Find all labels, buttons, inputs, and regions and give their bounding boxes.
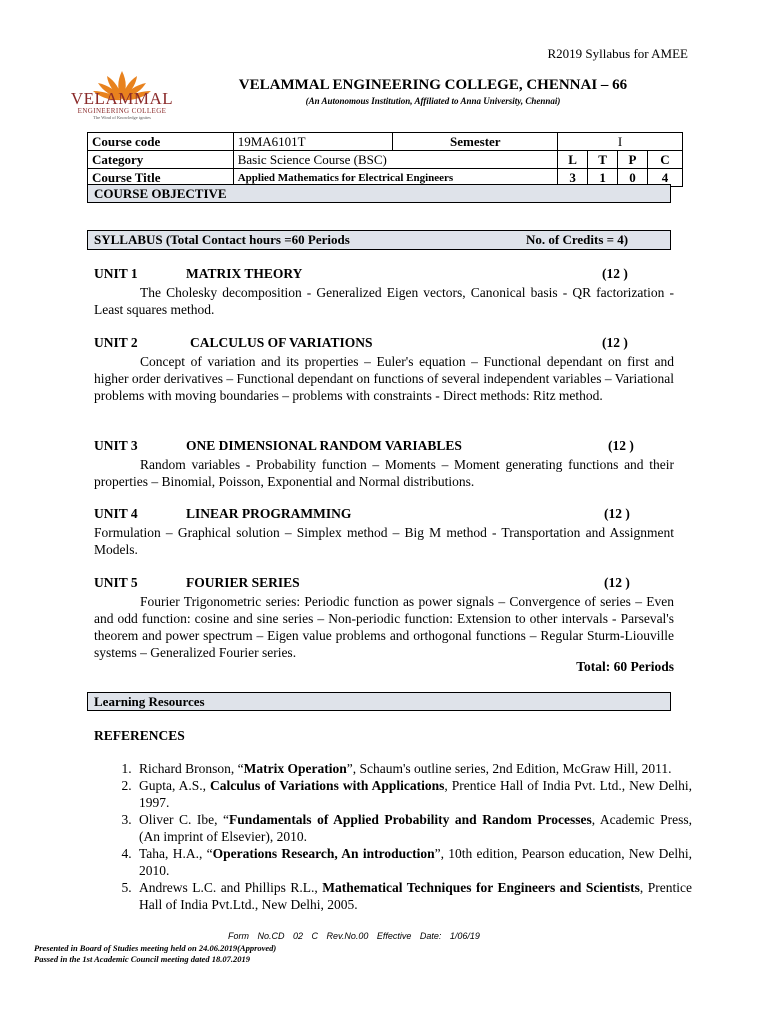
college-subtitle: (An Autonomous Institution, Affiliated to Anna University, Chennai) bbox=[305, 96, 561, 106]
category-value: Basic Science Course (BSC) bbox=[233, 151, 557, 169]
course-code-value: 19MA6101T bbox=[233, 133, 393, 151]
unit-number: UNIT 5 bbox=[94, 575, 138, 590]
course-code-label: Course code bbox=[88, 133, 234, 151]
ltpc-value-l: 3 bbox=[558, 169, 588, 187]
syllabus-tag: R2019 Syllabus for AMEE bbox=[547, 46, 688, 61]
unit-title: ONE DIMENSIONAL RANDOM VARIABLES bbox=[186, 438, 462, 453]
unit-title: FOURIER SERIES bbox=[186, 575, 300, 590]
semester-label: Semester bbox=[393, 133, 558, 151]
category-label: Category bbox=[88, 151, 234, 169]
references-heading: REFERENCES bbox=[94, 728, 185, 743]
unit-number: UNIT 3 bbox=[94, 438, 138, 453]
logo-subtitle: ENGINEERING COLLEGE bbox=[77, 107, 167, 115]
unit-content: Fourier Trigonometric series: Periodic function as power signals – Convergence of series – Even and odd function: cosine and sine series – Non-periodic function: Extension to other intervals - Parseval's theorem and power spectrum – Eigen value problems and orthogonal functions – Regular Sturm-Liouville systems – Generalized Fourier series. bbox=[94, 594, 674, 660]
unit-1 bbox=[94, 266, 674, 318]
unit-content: Concept of variation and its properties – Euler's equation – Functional dependant on first and higher order derivatives – Functional dependant on functions of several independent variables – Variational problems with moving boundaries – problems with constraints - Direct methods: Ritz method. bbox=[94, 354, 674, 403]
unit-number: UNIT 1 bbox=[94, 266, 138, 281]
ltpc-label-p: P bbox=[618, 151, 648, 169]
ltpc-label-l: L bbox=[558, 151, 588, 169]
unit-3 bbox=[94, 438, 674, 490]
course-title-value: Applied Mathematics for Electrical Engineers bbox=[233, 169, 557, 187]
ltpc-label-c: C bbox=[648, 151, 683, 169]
college-name: VELAMMAL ENGINEERING COLLEGE, CHENNAI – 66 bbox=[238, 77, 628, 93]
ltpc-value-p: 0 bbox=[618, 169, 648, 187]
unit-content: Formulation – Graphical solution – Simplex method – Big M method - Transportation and Assignment Models. bbox=[94, 525, 674, 557]
references-list bbox=[117, 760, 692, 913]
reference-item: 1. Richard Bronson, “Matrix Operation”, Schaum's outline series, 2nd Edition, McGraw Hill, 2011. bbox=[135, 760, 692, 777]
syllabus-credits: No. of Credits = 4) bbox=[526, 232, 629, 247]
unit-hours: (12 ) bbox=[604, 506, 630, 521]
unit-5 bbox=[94, 575, 674, 661]
reference-item: 4. Taha, H.A., “Operations Research, An introduction”, 10th edition, Pearson education, New Delhi, 2010. bbox=[135, 845, 692, 879]
form-number: Form No.CD 02 C Rev.No.00 Effective Date: 1/06/19 bbox=[228, 931, 480, 941]
logo-name: VELAMMAL bbox=[70, 89, 174, 108]
reference-item: 3. Oliver C. Ibe, “Fundamentals of Applied Probability and Random Processes, Academic Press, (An imprint of Elsevier), 2010. bbox=[135, 811, 692, 845]
unit-title: CALCULUS OF VARIATIONS bbox=[190, 335, 373, 350]
unit-number: UNIT 4 bbox=[94, 506, 138, 521]
unit-hours: (12 ) bbox=[602, 266, 628, 281]
unit-content: The Cholesky decomposition - Generalized Eigen vectors, Canonical basis - QR factorization - Least squares method. bbox=[94, 285, 674, 317]
ltpc-value-c: 4 bbox=[648, 169, 683, 187]
academic-council-note: Passed in the 1st Academic Council meeting dated 18.07.2019 bbox=[34, 954, 250, 964]
learning-resources-bar: Learning Resources bbox=[87, 692, 671, 711]
unit-2 bbox=[94, 335, 674, 404]
total-periods: Total: 60 Periods bbox=[576, 659, 674, 674]
unit-content: Random variables - Probability function – Moments – Moment generating functions and their properties – Binomial, Poisson, Exponential and Normal distributions. bbox=[94, 457, 674, 489]
unit-number: UNIT 2 bbox=[94, 335, 138, 350]
reference-item: 2. Gupta, A.S., Calculus of Variations with Applications, Prentice Hall of India Pvt. Ltd., New Delhi, 1997. bbox=[135, 777, 692, 811]
logo-tagline: The Wind of Knowledge ignites bbox=[93, 115, 151, 120]
unit-hours: (12 ) bbox=[604, 575, 630, 590]
unit-4 bbox=[94, 506, 674, 558]
board-of-studies-note: Presented in Board of Studies meeting held on 24.06.2019(Approved) bbox=[34, 943, 277, 953]
reference-item: 5. Andrews L.C. and Phillips R.L., Mathematical Techniques for Engineers and Scientists, Prentice Hall of India Pvt.Ltd., New Delhi, 2005. bbox=[135, 879, 692, 913]
course-objective-bar: COURSE OBJECTIVE bbox=[87, 184, 671, 203]
unit-title: LINEAR PROGRAMMING bbox=[186, 506, 352, 521]
course-title-label: Course Title bbox=[88, 169, 234, 187]
semester-value: I bbox=[558, 133, 683, 151]
unit-hours: (12 ) bbox=[608, 438, 634, 453]
ltpc-value-t: 1 bbox=[588, 169, 618, 187]
unit-title: MATRIX THEORY bbox=[186, 266, 303, 281]
ltpc-label-t: T bbox=[588, 151, 618, 169]
syllabus-bar bbox=[87, 230, 671, 250]
course-info-table bbox=[87, 132, 683, 187]
unit-hours: (12 ) bbox=[602, 335, 628, 350]
syllabus-hours: SYLLABUS (Total Contact hours =60 Periods bbox=[94, 232, 350, 247]
